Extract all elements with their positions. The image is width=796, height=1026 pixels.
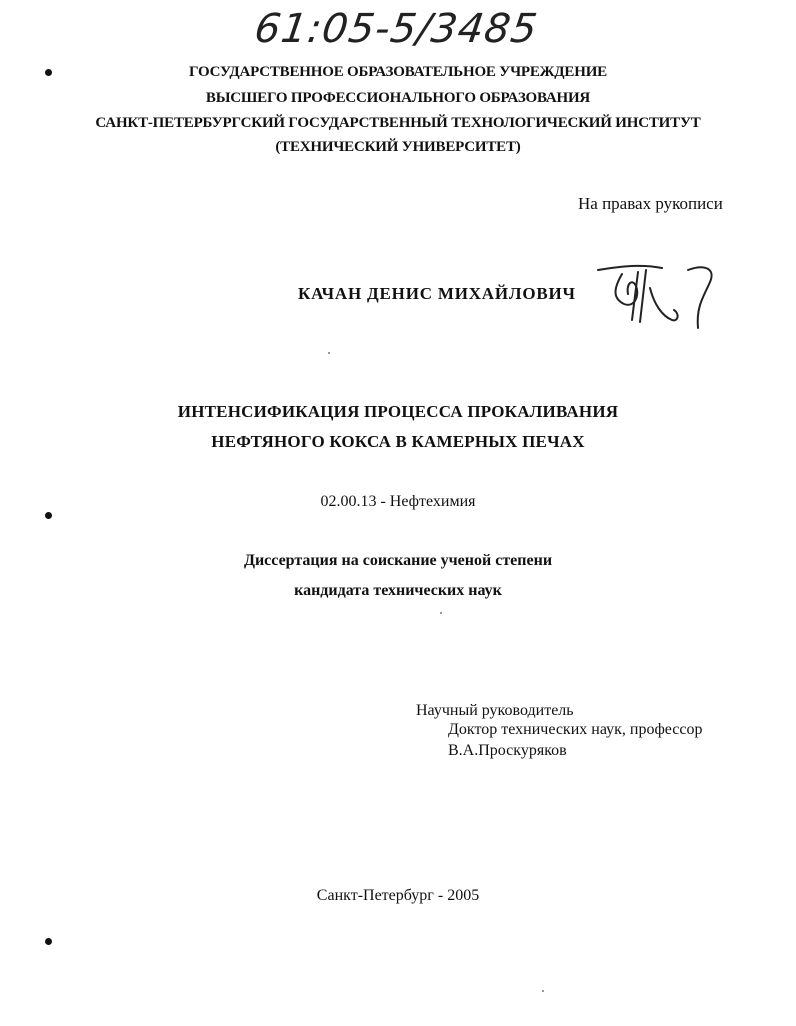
scan-dot	[440, 612, 442, 614]
signature-image	[592, 260, 722, 335]
supervisor-name: В.А.Проскуряков	[448, 742, 567, 759]
city-year: Санкт-Петербург - 2005	[316, 887, 480, 904]
scan-speck	[45, 512, 52, 519]
scan-dot	[328, 352, 330, 354]
scan-dot	[542, 990, 544, 992]
supervisor-title: Доктор технических наук, профессор	[448, 721, 703, 738]
title-line-2: НЕФТЯНОГО КОКСА В КАМЕРНЫХ ПЕЧАХ	[211, 432, 585, 451]
rights-note: На правах рукописи	[578, 194, 723, 213]
degree-line-2: кандидата технических наук	[294, 582, 502, 599]
header-line-4: (ТЕХНИЧЕСКИЙ УНИВЕРСИТЕТ)	[275, 139, 521, 155]
title-line-1: ИНТЕНСИФИКАЦИЯ ПРОЦЕССА ПРОКАЛИВАНИЯ	[177, 402, 619, 421]
header-line-1: ГОСУДАРСТВЕННОЕ ОБРАЗОВАТЕЛЬНОЕ УЧРЕЖДЕНИЕ	[189, 64, 607, 80]
specialty: 02.00.13 - Нефтехимия	[320, 493, 476, 510]
supervisor-label: Научный руководитель	[416, 702, 574, 719]
header-line-2: ВЫСШЕГО ПРОФЕССИОНАЛЬНОГО ОБРАЗОВАНИЯ	[205, 90, 591, 106]
author-name: КАЧАН ДЕНИС МИХАЙЛОВИЧ	[298, 284, 576, 303]
scan-speck	[45, 938, 52, 945]
degree-line-1: Диссертация на соискание ученой степени	[243, 552, 553, 569]
handwritten-code: 61:05-5/3485	[251, 6, 541, 52]
header-line-3: САНКТ-ПЕТЕРБУРГСКИЙ ГОСУДАРСТВЕННЫЙ ТЕХНОЛОГИЧЕСКИЙ ИНСТИТУТ	[95, 115, 701, 131]
